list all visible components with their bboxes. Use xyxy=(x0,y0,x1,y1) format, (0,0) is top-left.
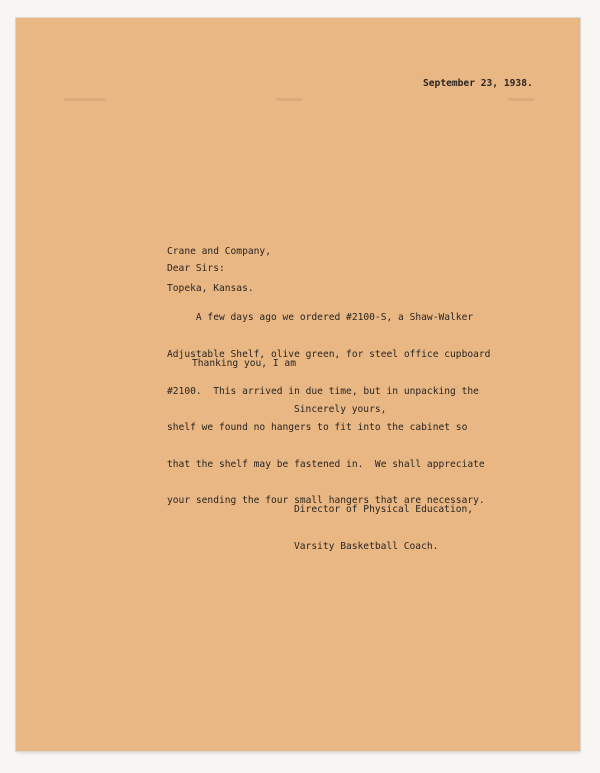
body-line: Adjustable Shelf, olive green, for steel office cupboard xyxy=(167,349,491,361)
body-line: A few days ago we ordered #2100-S, a Shaw-Walker xyxy=(167,312,474,324)
faint-show-through-mark xyxy=(508,98,534,101)
signature-line: Director of Physical Education, xyxy=(294,504,474,516)
recipient-line: Topeka, Kansas. xyxy=(167,283,254,295)
letter-page xyxy=(16,18,580,751)
body-line: that the shelf may be fastened in. We shall appreciate xyxy=(167,458,485,470)
faint-show-through-mark xyxy=(276,98,302,101)
faint-show-through-mark xyxy=(64,98,106,101)
complimentary-closing: Sincerely yours, xyxy=(294,404,387,415)
signature-block xyxy=(294,480,473,578)
signature-line: Varsity Basketball Coach. xyxy=(294,541,439,553)
salutation: Dear Sirs: xyxy=(167,263,225,274)
body-line: your sending the four small hangers that are necessary. xyxy=(167,495,485,507)
thanks-line: Thanking you, I am xyxy=(192,358,296,369)
recipient-line: Crane and Company, xyxy=(167,246,271,258)
body-line: shelf we found no hangers to fit into the cabinet so xyxy=(167,422,468,434)
letter-date: September 23, 1938. xyxy=(423,78,533,89)
body-line: #2100. This arrived in due time, but in unpacking the xyxy=(167,385,479,397)
